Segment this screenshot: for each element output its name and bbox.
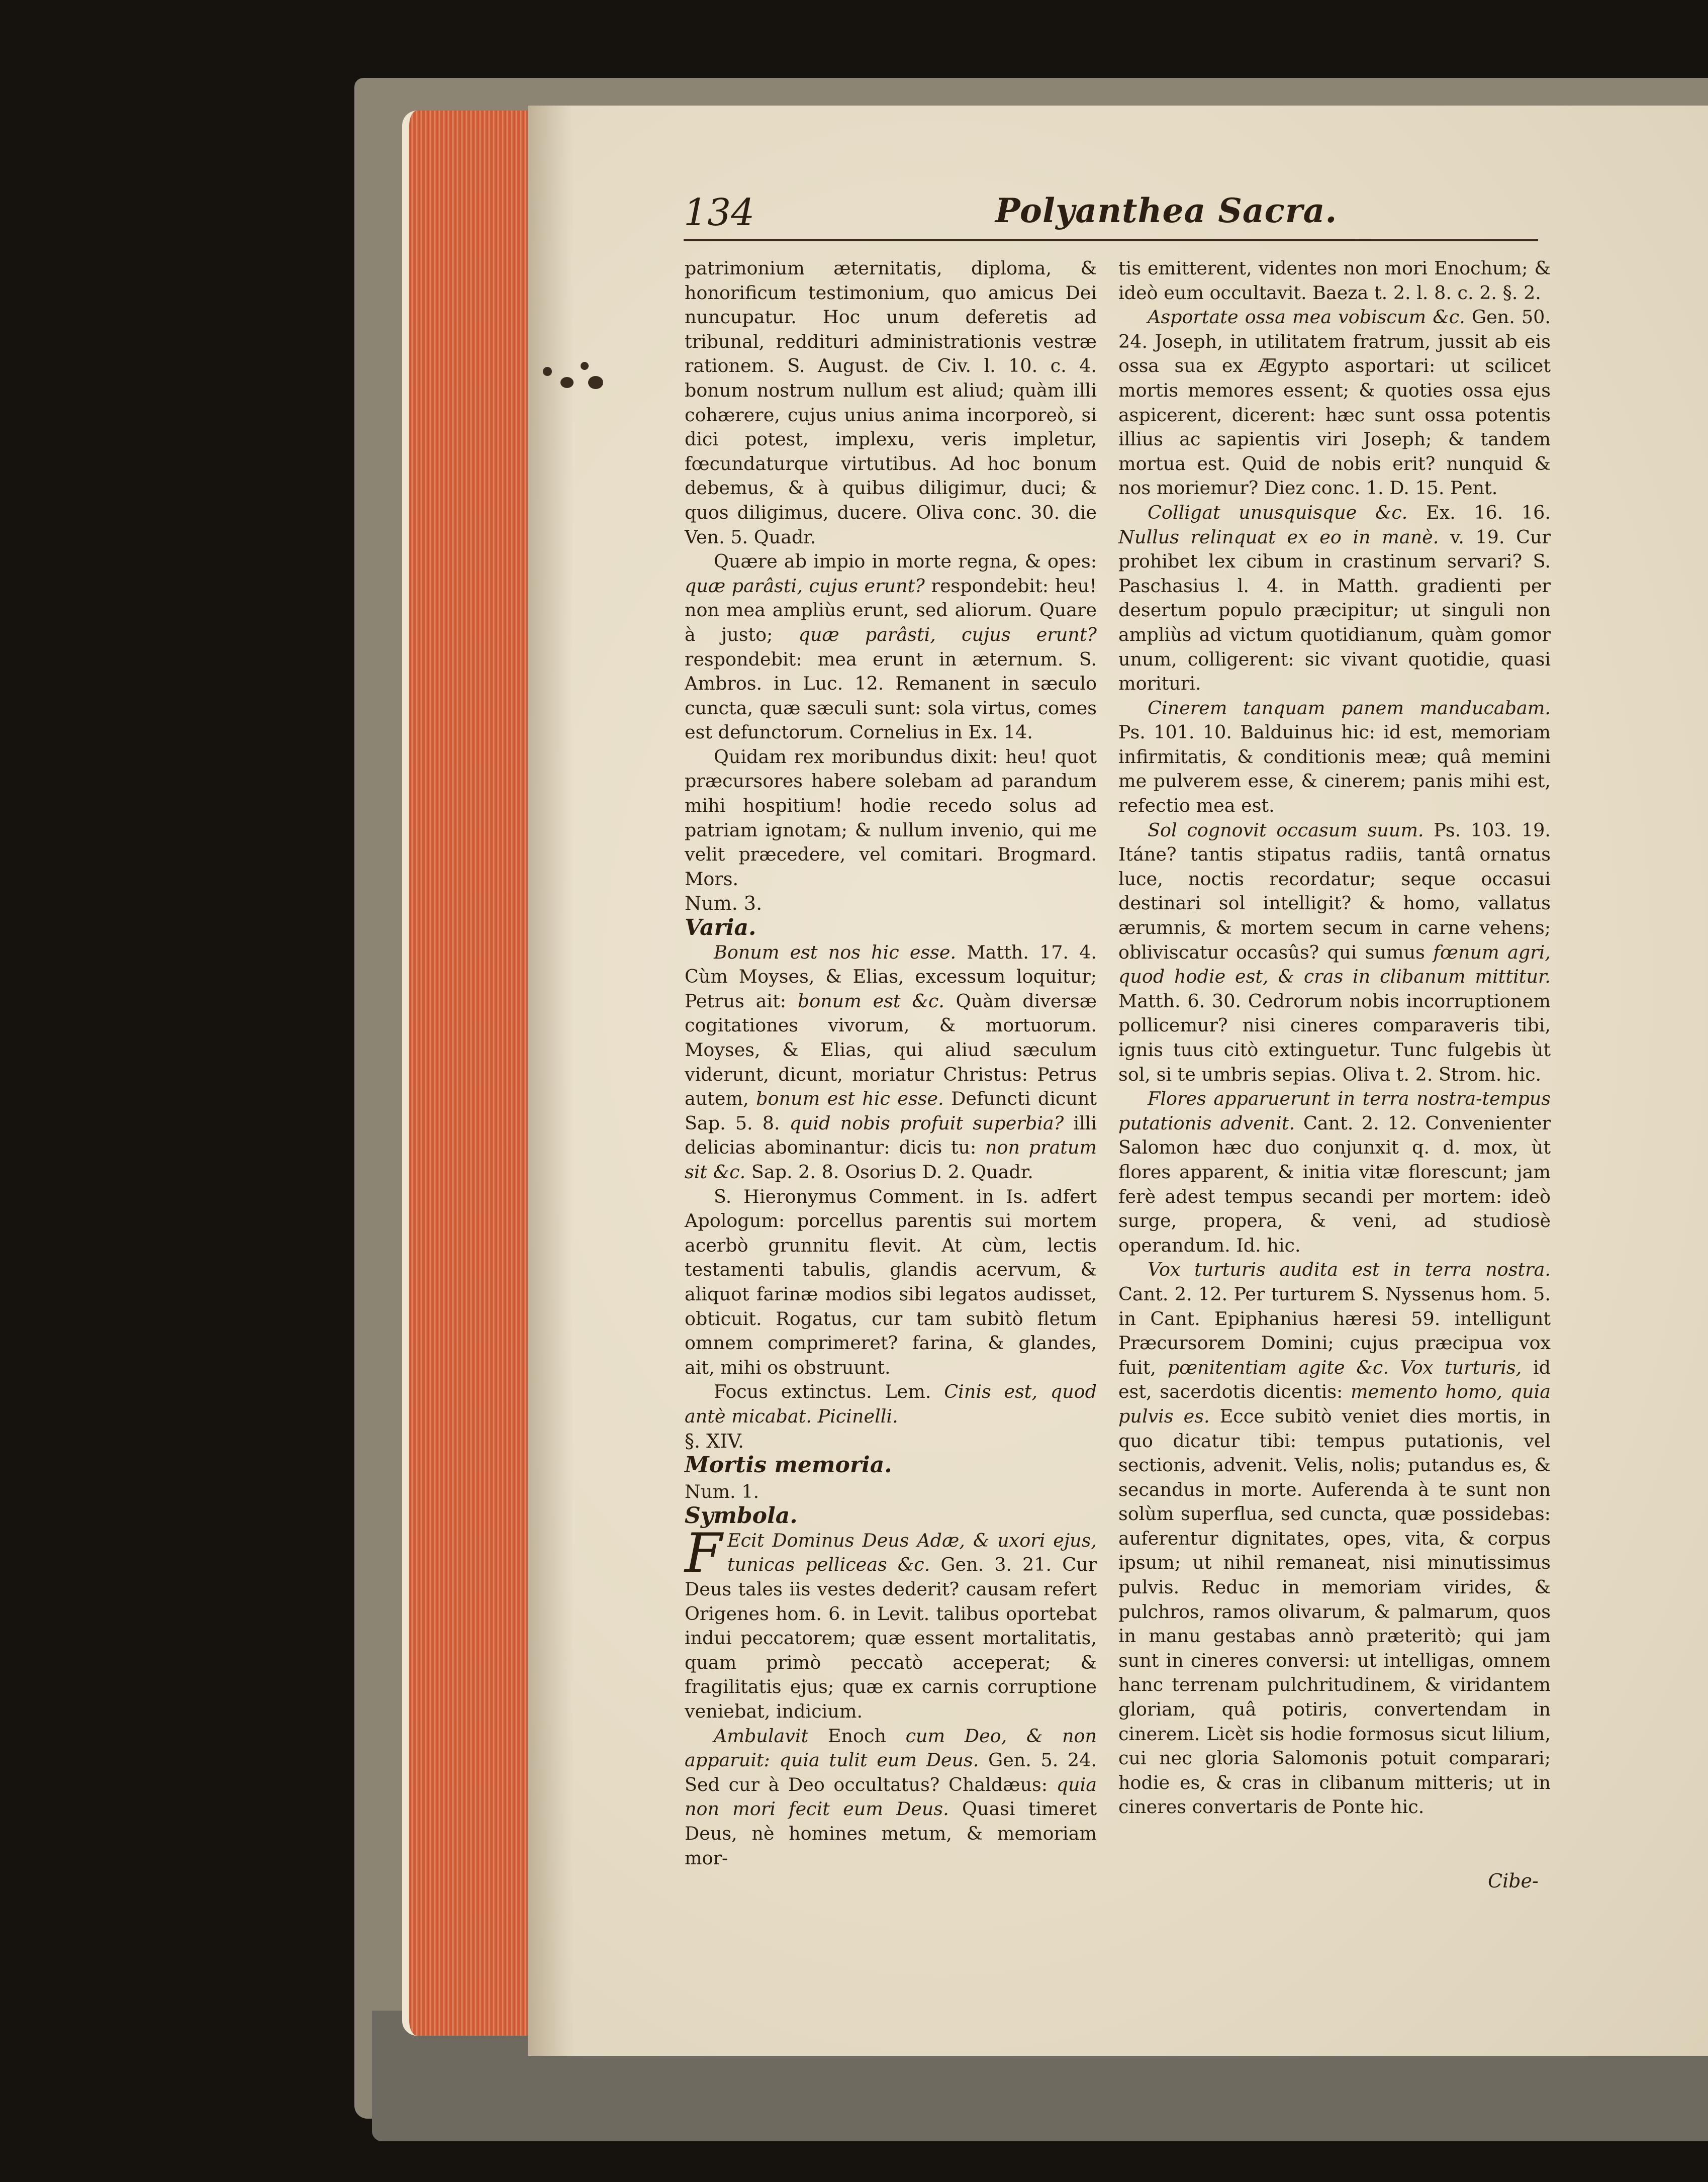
section-title: Symbola. — [685, 1503, 798, 1529]
catchword: Cibe- — [1488, 1870, 1539, 1892]
section-title: Mortis memoria. — [685, 1452, 892, 1478]
paragraph: Focus extinctus. Lem. Cinis est, quod antè micabat. Picinelli. — [685, 1381, 1097, 1427]
gutter-shadow — [528, 106, 573, 2056]
drop-capital: F — [685, 1522, 722, 1585]
paragraph: Cinerem tanquam panem manducabam. Ps. 101. 10. Balduinus hic: id est, memoriam infirmitatis, & conditionis meæ; quâ memini me pulverem esse, & cinerem; panis mihi est, refectio mea est. — [1118, 697, 1551, 817]
paragraph: Quidam rex moribundus dixit: heu! quot præcursores habere solebam ad parandum mihi hospitium! hodie recedo solus ad patriam ignotam; & nullum invenio, qui me velit præcedere, vel comitari. Brogmard. Mors. — [685, 745, 1097, 890]
paragraph: Colligat unusquisque &c. Ex. 16. 16. Nullus relinquat ex eo in manè. v. 19. Cur prohibet lex cibum in crastinum servari? S. Paschasius l. 4. in Matth. gradienti per desertum populo præcipitur; ut singuli non ampliùs ad victum quotidianum, quàm gomor unum, colligerent: sic vivant quotidie, quasi morituri. — [1118, 501, 1551, 695]
section-number: Num. 3. — [685, 892, 763, 915]
paragraph: F Ecit Dominus Deus Adæ, & uxori ejus, tunicas pelliceas &c. Gen. 3. 21. Cur Deus tales iis vestes dederit? causam refert Origenes hom. 6. in Levit. talibus oportebat indui peccatorem; quæ essent mortalitatis, quam primò peccatò acceperat; & fragilitatis ejus; quæ ex carnis corruptione veniebat, indicium. — [685, 1522, 1097, 1723]
paragraph: Ambulavit Enoch cum Deo, & non apparuit: quia tulit eum Deus. Gen. 5. 24. Sed cur à Deo occultatus? Chaldæus: quia non mori fecit eum Deus. Quasi timeret Deus, nè homines metum, & memoriam mor- — [685, 1725, 1097, 1869]
paragraph: Flores apparuerunt in terra nostra-tempus putationis advenit. Cant. 2. 12. Convenienter Salomon hæc duo conjunxit q. d. mox, ùt flores apparent, & initia vitæ florescunt; jam ferè adest tempus secandi per mortem: ideò surge, propera, & veni, ad studiosè operandum. Id. hic. — [1118, 1088, 1551, 1256]
page-edges — [402, 111, 540, 2036]
paragraph: S. Hieronymus Comment. in Is. adfert Apologum: porcellus parentis sui mortem acerbò grunnitu flevit. At cùm, lectis testamenti tabulis, glandis acervum, & aliquot farinæ modios sibi legatos audisset, obticuit. Rogatus, cur tam subitò fletum omnem comprimeret? farina, & glandes, ait, mihi os obstruunt. — [685, 1185, 1097, 1378]
section-number: Num. 1. — [685, 1480, 760, 1502]
section-number: §. XIV. — [685, 1430, 744, 1452]
paragraph: Bonum est nos hic esse. Matth. 17. 4. Cùm Moyses, & Elias, excessum loquitur; Petrus ait: bonum est &c. Quàm diversæ cogitationes vivorum, & mortuorum. Moyses, & Elias, qui aliud sæculum viderunt, dicunt, moriatur Christus: Petrus autem, bonum est hic esse. Defuncti dicunt Sap. 5. 8. quid nobis profuit superbia? illi delicias abominantur: dicis tu: non pratum sit &c. Sap. 2. 8. Osorius D. 2. Quadr. — [685, 941, 1097, 1183]
paragraph: Quære ab impio in morte regna, & opes: quæ parâsti, cujus erunt? respondebit: heu! non mea ampliùs erunt, sed aliorum. Quare à justo; quæ parâsti, cujus erunt? respondebit: mea erunt in æternum. S. Ambros. in Luc. 12. Remanent in sæculo cuncta, quæ sæculi sunt: sola virtus, comes est defunctorum. Cornelius in Ex. 14. — [685, 550, 1097, 743]
left-column — [685, 256, 1097, 1870]
ink-stain — [533, 357, 613, 397]
page-number: 134 — [684, 191, 755, 234]
running-title: Polyanthea Sacra. — [995, 191, 1338, 230]
page-header — [684, 191, 1538, 256]
section-title: Varia. — [685, 915, 756, 941]
paragraph: Vox turturis audita est in terra nostra. Cant. 2. 12. Per turturem S. Nyssenus hom. 5. in Cant. Epiphanius hæresi 59. intelligunt Præcursorem Domini; cujus præcipua vox fuit, pœnitentiam agite &c. Vox turturis, id est, sacerdotis dicentis: memento homo, quia pulvis es. Ecce subitò veniet dies mortis, in quo dicatur tibi: tempus putationis, vel sectionis, advenit. Velis, nolis; putandus es, & secandus in morte. Auferenda à te sunt non solùm superflua, sed cuncta, quæ possidebas: auferentur dignitates, opes, vita, & corpus ipsum; ut nihil remaneat, nisi minutissimus pulvis. Reduc in memoriam virides, & pulchros, ramos olivarum, & palmarum, quos in manu gestabas annò præteritò; qui jam sunt in cineres conversi: ut intelligas, omnem hanc terrenam pulchritudinem, & viridantem gloriam, quâ potiris, convertendam in cinerem. Licèt sis hodie formosus sicut lilium, cui nec gloria Salomonis potuit comparari; hodie es, & cras in clibanum mitteris; ut in cineres convertaris de Ponte hic. — [1118, 1259, 1551, 1818]
paragraph: Sol cognovit occasum suum. Ps. 103. 19. Itáne? tantis stipatus radiis, tantâ ornatus luce, noctis recordatur; seque occasui destinari sol intelligit? & homo, vallatus ærumnis, & mortem secum in carne vehens; obliviscatur occasûs? qui sumus fœnum agri, quod hodie est, & cras in clibanum mittitur. Matth. 6. 30. Cedrorum nobis incorruptionem pollicemur? nisi cineres comparaveris tibi, ignis tuus citò extinguetur. Tunc fulgebis ùt sol, si te umbris sepias. Oliva t. 2. Strom. hic. — [1118, 819, 1551, 1085]
paragraph: tis emitterent, videntes non mori Enochum; & ideò eum occultavit. Baeza t. 2. l. 8. c. 2. §. 2. — [1118, 257, 1551, 304]
header-rule — [684, 239, 1538, 241]
right-column — [1118, 256, 1551, 1820]
paragraph: patrimonium æternitatis, diploma, & honorificum testimonium, quo amicus Dei nuncupatur. Hoc unum deferetis ad tribunal, redditurі administrationis vestræ rationem. S. August. de Civ. l. 10. c. 4. bonum nostrum nullum est aliud; quàm illi cohærere, cujus unius anima incorporeò, si dici potest, implexu, veris impletur, fœcundaturque virtutibus. Ad hoc bonum debemus, & à quibus diligimur, duci; & quos diligimus, ducere. Oliva conc. 30. die Ven. 5. Quadr. — [685, 257, 1097, 548]
paragraph: Asportate ossa mea vobiscum &c. Gen. 50. 24. Joseph, in utilitatem fratrum, jussit ab eis ossa sua ex Ægypto asportari: ut scilicet mortis memores essent; & quoties ossa ejus aspicerent, dicerent: hæc sunt ossa potentis illius ac sapientis viri Joseph; & tandem mortua est. Quid de nobis erit? nunquid & nos moriemur? Diez conc. 1. D. 15. Pent. — [1118, 306, 1551, 499]
